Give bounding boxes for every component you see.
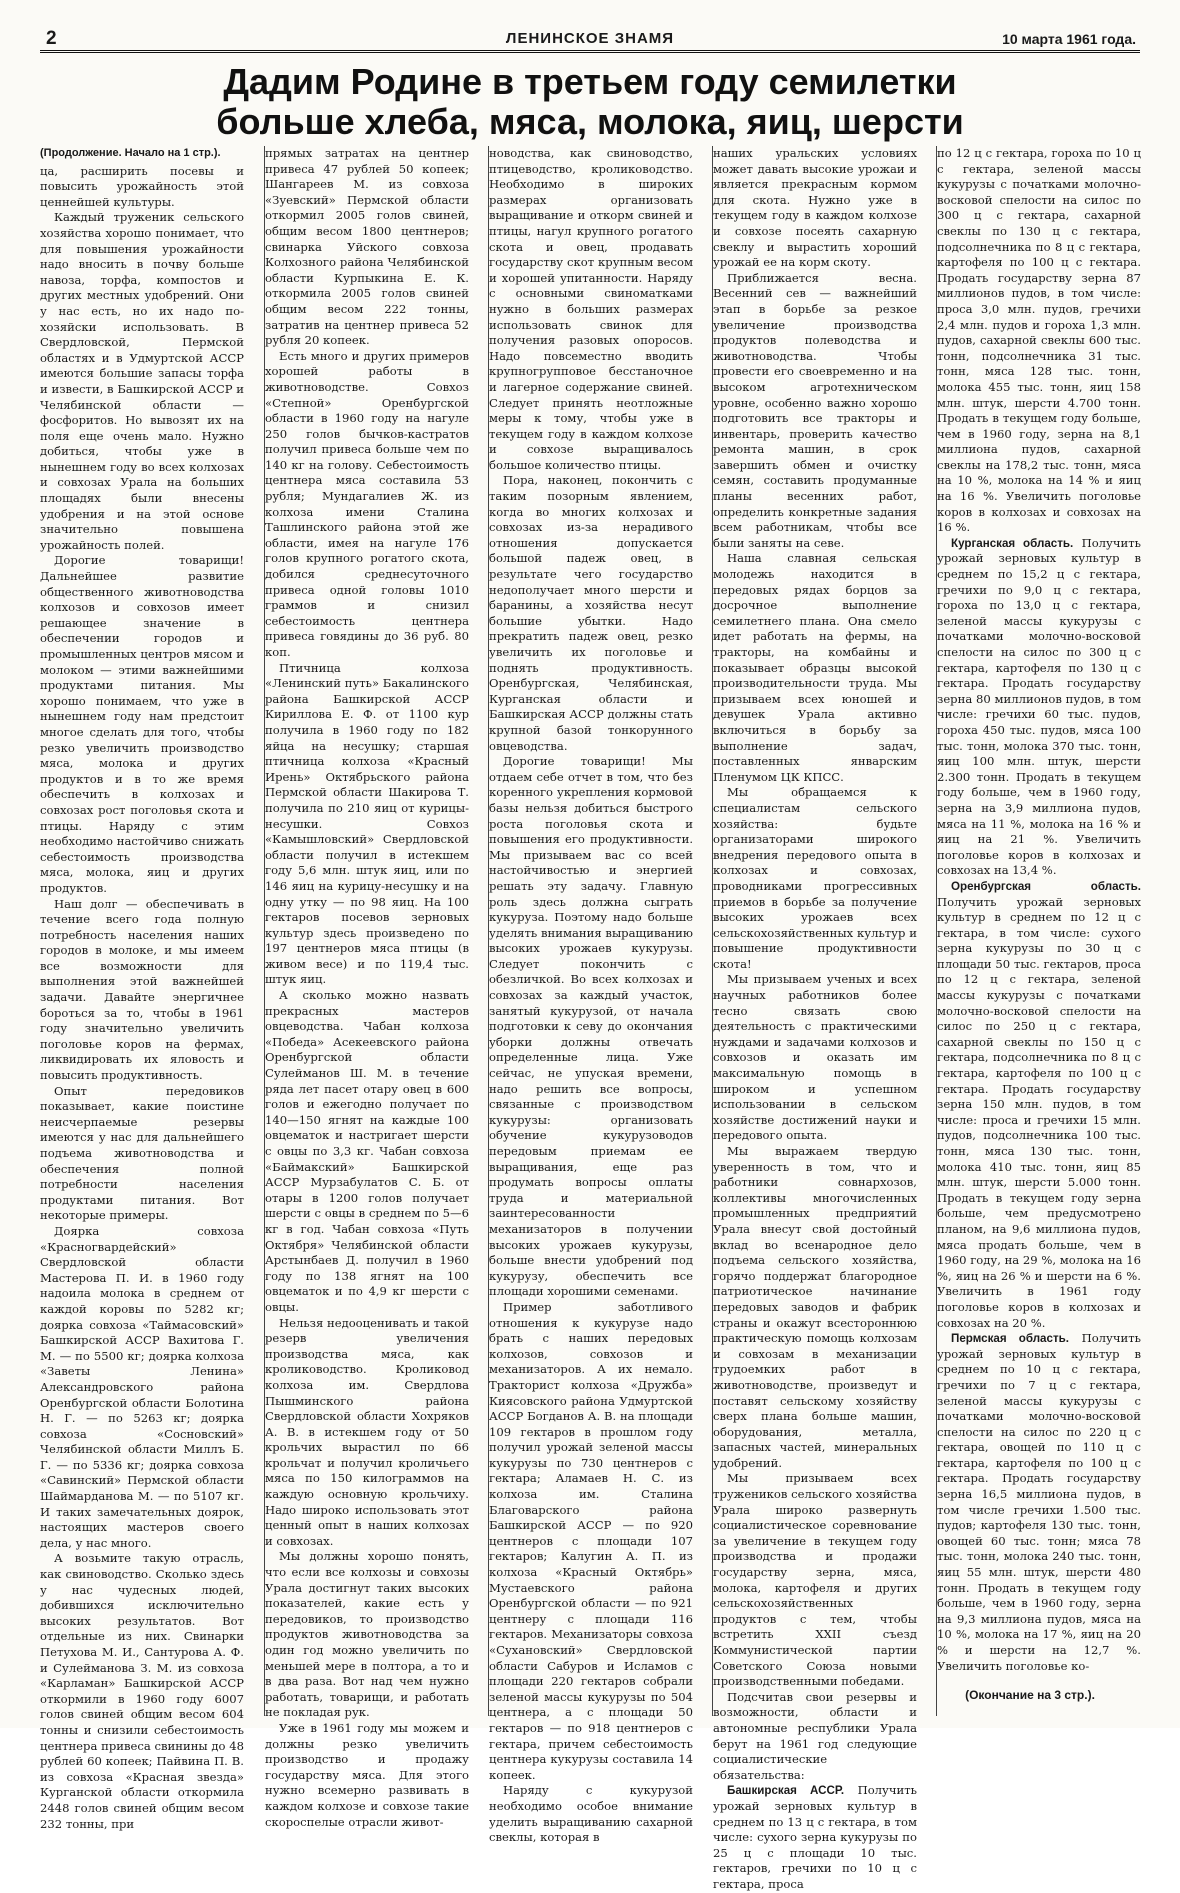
article-column-2 <box>264 146 469 1829</box>
region-text: Получить урожай зерновых культур в среднем по 15,2 ц с гектара, гречихи по 9,0 ц с гектара, гороха по 13,0 ц с гектара, зеленой массы кукурузы с початками молочно-восковой спелости на силос по 300 ц с гектара, картофеля по 130 ц с гектара. Продать государству зерна 80 миллионов пудов, в том числе: гречихи 60 тыс. пудов, гороха 450 тыс. пудов, мяса 100 тыс. тонн, молока 370 тыс. тонн, яиц 100 млн. штук, шерсти 2.300 тонн. Продать в текущем году больше, чем в 1960 году, зерна на 3,9 миллиона пудов, мяса на 11 %, молока на 16 % и яиц на 21 %. Увеличить поголовье коров в колхозах и совхозах на 13,4 %. <box>937 535 1141 878</box>
region-paragraph-kurgan <box>937 536 1141 879</box>
paragraph: Наряду с кукурузой необходимо особое внимание уделить выращиванию сахарной свеклы, которая в <box>489 1783 693 1845</box>
region-text: Получить урожай зерновых культур в среднем по 12 ц с гектара, в том числе: сухого зерна кукурузы по 30 ц с площади 50 тыс. гектаров, проса по 12 ц с гектара, зеленой массы кукурузы с початками молочно-восковой спелости на силос по 250 ц с гектара, сахарной свеклы по 150 ц с гектара, подсолнечника по 8 ц с гектара, картофеля по 100 ц с гектара. Продать государству зерна 150 млн. пудов, в том числе: проса и гречихи 15 млн. пудов, подсолнечника 100 тыс. тонн, мяса 130 тыс. тонн, молока 410 тыс. тонн, яиц 85 млн. штук, шерсти 5.000 тонн. Продать в текущем году зерна больше, чем предусмотрено планом, на 9,6 миллиона пудов, мяса продать больше, чем в 1960 году, на 29 %, молока на 16 %, яиц на 26 % и шерсти на 6 %. Увеличить в 1961 году поголовье коров в колхозах и совхозах на 20 %. <box>937 894 1141 1330</box>
region-heading: Курганская область. <box>951 536 1074 550</box>
paragraph: Дорогие товарищи! Мы отдаем себе отчет в том, что без коренного укрепления кормовой базы нельзя добиться быстрого роста поголовья скота и повышения его продуктивности. Мы призываем вас со всей настойчивостью и энергией решать эту задачу. Главную роль здесь должна сыграть кукуруза. Поэтому надо больше уделять внимания выращиванию высоких урожаев кукурузы. Следует покончить с обезличкой. Во всех колхозах и совхозах за каждый участок, занятый кукурузой, от начала подготовки к севу до окончания уборки должны отвечать определенные лица. Уже сейчас, не упуская времени, надо решить все вопросы, связанные с производством кукурузы: организовать обучение кукурузоводов передовым приемам ее выращивания, еще раз продумать вопросы оплаты труда и материальной заинтересованности механизаторов в получении высоких урожаев кукурузы, больше внести удобрений под кукурузу, обеспечить все площади хорошими семенами. <box>489 754 693 1299</box>
paragraph: Доярка совхоза «Красногвардейский» Свердловской области Мастерова П. И. в 1960 году надоила молока в среднем от каждой коровы по 5282 кг; доярка совхоза «Таймасовский» Башкирской АССР Вахитова Г. М. — по 5500 кг; доярка колхоза «Заветы Ленина» Александровского района Оренбургской области Болотина Н. Г. — по 5263 кг; доярка совхоза «Сосновский» Челябинской области Миллъ Б. Г. — по 5336 кг; доярка совхоза «Савинский» Пермской области Шаймарданова М. — по 5107 кг. И таких замечательных доярок, настоящих мастеров своего дела, у нас много. <box>40 1223 244 1550</box>
paragraph: Мы обращаемся к специалистам сельского хозяйства: будьте организаторами широкого внедрения передового опыта в колхозах и совхозах, проводниками прогрессивных приемов в борьбе за получение высоких урожаев всех сельскохозяйственных культур и повышение продуктивности скота! <box>713 785 917 971</box>
paragraph: Наш долг — обеспечивать в течение всего года полную потребность населения наших городов в молоке, и мы имеем все возможности для выполнения этой важнейшей задачи. Давайте энергичнее бороться за то, чтобы в 1961 году значительно увеличить поголовье коров на фермах, ликвидировать их яловость и повысить продуктивность. <box>40 896 244 1083</box>
article-column-4 <box>712 146 917 1891</box>
paragraph: Мы призываем ученых и всех научных работников более тесно связать свою деятельность с практическими нуждами и задачами колхозов и совхозов и оказать им максимальную помощь в широком и успешном использовании в сельском хозяйстве достижений науки и передового опыта. <box>713 972 917 1143</box>
headline-line-2: больше хлеба, мяса, молока, яиц, шерсти <box>216 101 964 142</box>
paragraph: Уже в 1961 году мы можем и должны резко увеличить производство и продажу государству мяса. Для этого нужно всемерно развивать в каждом колхозе и совхозе такие скороспелые отрасли живот- <box>265 1720 469 1829</box>
article-column-5 <box>936 146 1141 1716</box>
paragraph: Опыт передовиков показывает, какие поистине неисчерпаемые резервы имеются у нас для дальнейшего подъема животноводства и обеспечения полной потребности населения продуктами питания. Вот некоторые примеры. <box>40 1083 244 1223</box>
paragraph: Мы выражаем твердую уверенность в том, что и работники совнархозов, коллективы многочисленных промышленных предприятий Урала внесут свой достойный вклад во всенародное дело подъема сельского хозяйства, горячо поддержат благородное патриотическое начинание передовых заводов и фабрик страны и окажут всестороннюю практическую помощь колхозам и совхозам в механизации трудоемких работ в животноводстве, произведут и поставят сельскому хозяйству сверх плана больше машин, оборудования, металла, запасных частей, минеральных удобрений. <box>713 1144 917 1470</box>
region-heading: Башкирская АССР. <box>727 1784 845 1798</box>
masthead <box>40 28 1140 53</box>
paragraph: Пора, наконец, покончить с таким позорным явлением, когда во многих колхозах и совхозах из-за нерадивого отношения допускается большой падеж овец, в результате чего государство недополучает много шерсти и баранины, а хозяйства несут большие убытки. Надо прекратить падеж овец, резко увеличить их поголовье и поднять продуктивность. Оренбургская, Челябинская, Курганская области и Башкирская АССР должны стать крупной базой тонкорунного овцеводства. <box>489 473 693 753</box>
paragraph: А сколько можно назвать прекрасных мастеров овцеводства. Чабан колхоза «Победа» Асекеевского района Оренбургской области Сулейманов Ш. М. в течение ряда лет пасет отару овец в 600 голов и ежегодно получает по 140—150 ягнят на каждые 100 овцематок и настригает шерсти с овцы по 3,3 кг. Чабан совхоза «Баймакский» Башкирской АССР Мурзабулатов С. Б. от отары в 1200 голов получает шерсти с овцы в среднем по 5—6 кг в год. Чабан совхоза «Путь Октября» Челябинской области Арстынбаев Д. получил в 1960 году по 138 ягнят на 100 овцематок и по 4,9 кг шерсти с овцы. <box>265 988 469 1314</box>
page-number: 2 <box>46 28 57 49</box>
paragraph: Мы должны хорошо понять, что если все колхозы и совхозы Урала достигнут таких высоких показателей, какие есть у передовиков, то производство продуктов животноводства за один год можно увеличить по меньшей мере в полтора, а то и в два раза. Вот над чем нужно работать, товарищи, и работать не покладая рук. <box>265 1549 469 1720</box>
article-column-3 <box>488 146 693 1845</box>
paragraph: Пример заботливого отношения к кукурузе надо брать с наших передовых колхозов, совхозов и механизаторов. А их немало. Тракторист колхоза «Дружба» Киясовского района Удмуртской АССР Богданов А. В. на площади 109 гектаров в прошлом году получил урожай зеленой массы кукурузы по 730 центнеров с гектара; Аламаев Н. С. из колхоза им. Сталина Благоварского района Башкирской АССР — по 920 центнеров с площади 107 гектаров; Калугин А. П. из колхоза «Красный Октябрь» Мустаевского района Оренбургской области — по 921 центнеру с площади 116 гектаров. Механизаторы совхоза «Сухановский» Свердловской области Сабуров и Исламов с площади 220 гектаров собрали зеленой массы кукурузы по 504 центнера, а с площади 50 гектаров — по 918 центнеров с гектара, причем себестоимость центнера кукурузы составила 14 копеек. <box>489 1299 693 1782</box>
newspaper-name: ЛЕНИНСКОЕ ЗНАМЯ <box>505 30 675 47</box>
region-text: Получить урожай зерновых культур в среднем по 13 ц с гектара, в том числе: сухого зерна кукурузы по 25 ц с площади 10 тыс. гектаров, гречихи по 10 ц с гектара, проса <box>713 1783 917 1891</box>
region-text: Получить урожай зерновых культур в среднем по 10 ц с гектара, гречихи по 7 ц с гектара, зеленой массы кукурузы с початками молочно-восковой спелости на силос по 220 ц с гектара, овощей по 110 ц с гектара, картофеля по 100 ц с гектара. Продать государству зерна 16,5 миллиона пудов, в том числе гречихи 1.500 тыс. пудов; картофеля 130 тыс. тонн, овощей 60 тыс. тонн; мяса 78 тыс. тонн, молока 240 тыс. тонн, яиц 55 млн. штук, шерсти 480 тонн. Продать в текущем году больше, чем в 1960 году, зерна на 9,3 миллиона пудов, мяса на 10 %, молока на 17 %, яиц на 20 % и шерсти на 12,7 %. Увеличить поголовье ко- <box>937 1331 1141 1673</box>
paragraph: ца, расширить посевы и повысить урожайность этой ценнейшей культуры. <box>40 163 244 209</box>
paragraph: Приближается весна. Весенний сев — важнейший этап в борьбе за резкое увеличение производства продуктов полеводства и животноводства. Чтобы провести его своевременно и на высоком агротехническом уровне, особенно важно хорошо подготовить все тракторы и инвентарь, проверить качество ремонта машин, в срок завершить обмен и очистку семян, составить продуманные планы весенних работ, определить конкретные задания всем работникам, чтобы все были заняты на севе. <box>713 270 917 550</box>
region-heading: Оренбургская область. <box>951 879 1141 893</box>
region-heading: Пермская область. <box>951 1332 1069 1346</box>
paragraph: Подсчитав свои резервы и возможности, области и автономные республики Урала берут на 1961 год следующие социалистические обязательства: <box>713 1689 917 1782</box>
headline <box>180 62 1000 142</box>
region-paragraph-bashkir <box>713 1783 917 1892</box>
continued-note: (Продолжение. Начало на 1 стр.). <box>40 147 221 159</box>
paragraph: Дорогие товарищи! Дальнейшее развитие общественного животноводства колхозов и совхозов имеет решающее значение в обеспечении городов и промышленных центров мясом и молоком — этими важнейшими продуктами питания. Мы хорошо понимаем, что уже в нынешнем году нам предстоит многое сделать для того, чтобы резко увеличить производство мяса, молока и других продуктов и в то же время обеспечить в колхозах и совхозах рост поголовья скота и птицы. Наряду с этим необходимо настойчиво снижать себестоимость производства мяса, молока, яиц и других продуктов. <box>40 553 244 895</box>
paragraph: наших уральских условиях может давать высокие урожаи и является прекрасным кормом для скота. Нужно уже в текущем году в каждом колхозе и совхозе посеять сахарную свеклу и вырастить хороший урожай ее на корм скоту. <box>713 146 917 270</box>
headline-line-1: Дадим Родине в третьем году семилетки <box>223 61 957 102</box>
paragraph: Нельзя недооценивать и такой резерв увеличения производства мяса, как кролиководство. Кроликовод колхоза им. Свердлова Пышминского района Свердловской области Хохряков А. В. в истекшем году от 50 крольчих вырастил по 66 крольчат и получил кроличьего мяса по 150 килограммов на каждую основную крольчиху. Надо широко использовать этот ценный опыт в наших колхозах и совхозах. <box>265 1315 469 1548</box>
paragraph: Каждый труженик сельского хозяйства хорошо понимает, что для повышения урожайности надо вносить в почву больше навоза, торфа, компостов и других местных удобрений. Они у нас есть, но их надо по-хозяйски использовать. В Свердловской, Пермской областях и в Удмуртской АССР имеются большие запасы торфа и извести, в Башкирской АССР и Челябинской области — фосфоритов. Но вывозят их на поля еще очень мало. Нужно добиться, чтобы уже в нынешнем году во всех колхозах и совхозах Урала на больших площадях были внесены удобрения и на этой основе значительно повышена урожайность полей. <box>40 210 244 552</box>
region-paragraph-perm <box>937 1331 1141 1674</box>
paragraph: Есть много и других примеров хорошей работы в животноводстве. Совхоз «Степной» Оренбургской области в 1960 году на нагуле 250 голов бычков-кастратов получил привеса больше чем по 140 кг на голову. Себестоимость центнера мяса составила 53 рубля; Мундагалиев Ж. из колхоза имени Сталина Ташлинского района этой же области, имея на нагуле 176 голов крупного рогатого скота, добился среднесуточного привеса одной головы 1010 граммов и снизил себестоимость центнера привеса говядины до 36 руб. 80 коп. <box>265 348 469 659</box>
article-columns <box>40 146 1142 1891</box>
region-paragraph-orenburg <box>937 879 1141 1331</box>
paragraph: Наша славная сельская молодежь находится в передовых рядах борцов за досрочное выполнение семилетнего плана. Она смело идет работать на фермы, на тракторы, на комбайны и показывает образцы высокой производительности труда. Мы призываем всех юношей и девушек Урала активно включиться в борьбу за выполнение задач, поставленных январским Пленумом ЦК КПСС. <box>713 551 917 784</box>
continued-on-note: (Окончание на 3 стр.). <box>965 1688 1095 1702</box>
issue-date: 10 марта 1961 года. <box>1002 31 1136 47</box>
paragraph: Мы призываем всех тружеников сельского хозяйства Урала широко развернуть социалистическое соревнование за увеличение в текущем году производства и продажи государству зерна, мяса, молока, картофеля и других сельскохозяйственных продуктов с тем, чтобы встретить XXII съезд Коммунистической партии Советского Союза новыми производственными победами. <box>713 1471 917 1689</box>
paragraph: Птичница колхоза «Ленинский путь» Бакалинского района Башкирской АССР Кириллова Е. Ф. от 1100 кур получила в 1960 году по 182 яйца на несушку; старшая птичница колхоза «Красный Ирень» Октябрьского района Пермской области Шакирова Т. получила по 210 яиц от курицы-несушки. Совхоз «Камышловский» Свердловской области получил в истекшем году 5,6 млн. штук яиц, или по 146 яиц на курицу-несушку и на одну утку — по 98 яиц. На 100 гектаров посевов зерновых культур здесь произведено по 197 центнеров мяса птицы (в живом весе) и по 119,4 тыс. штук яиц. <box>265 660 469 987</box>
article-column-1 <box>40 146 244 1831</box>
paragraph: А возьмите такую отрасль, как свиноводство. Сколько здесь у нас чудесных людей, добившихся исключительно высоких результатов. Вот отдельные из них. Свинарки Петухова М. И., Сантурова А. Ф. и Сулейманова З. М. из совхоза «Карламан» Башкирской АССР откормили в 1960 году 6007 голов свиней общим весом 604 тонны и снизили себестоимость центнера привеса свинины до 48 рублей 60 копеек; Пайвина П. В. из совхоза «Красная звезда» Курганской области откормила 2448 голов свиней общим весом 232 тонны, при <box>40 1551 244 1831</box>
paragraph: по 12 ц с гектара, гороха по 10 ц с гектара, зеленой массы кукурузы с початками молочно-восковой спелости на силос по 300 ц с гектара, сахарной свеклы по 130 ц с гектара, подсолнечника по 8 ц с гектара, картофеля по 100 ц с гектара. Продать государству зерна 87 миллионов пудов, в том числе: проса 3,0 млн. пудов, гречихи 2,4 млн. пудов и гороха 1,3 млн. пудов, сахарной свеклы 600 тыс. тонн, подсолнечника 31 тыс. тонн, мяса 128 тыс. тонн, молока 455 тыс. тонн, яиц 158 млн. штук, шерсти 4.700 тонн. Продать в текущем году больше, чем в 1960 году, зерна на 8,1 миллиона пудов, сахарной свеклы на 178,2 тыс. тонн, мяса на 10 %, молока на 14 % и яиц на 16 %. Увеличить поголовье коров в колхозах и совхозах на 16 %. <box>937 146 1141 535</box>
paragraph: прямых затратах на центнер привеса 47 рублей 50 копеек; Шангареев М. из совхоза «Зуевский» Пермской области откормил 2005 голов свиней, общим весом 1800 центнеров; свинарка Уйского совхоза Колхозного района Челябинской области Курпыкина Е. К. откормила 2005 голов свиней общим весом 222 тонны, затратив на центнер привеса 52 рубля 20 копеек. <box>265 146 469 348</box>
paragraph: новодства, как свиноводство, птицеводство, кролиководство. Необходимо в широких размерах организовать выращивание и откорм свиней и птицы, нагул крупного рогатого скота и овец, продавать государству скот крупным весом и хорошей упитанности. Наряду с основными свиноматками нужно в больших размерах использовать свинок для получения разовых опоросов. Надо повсеместно вводить крупногрупповое бесстаночное и лагерное содержание свиней. Следует принять неотложные меры к тому, чтобы уже в текущем году в каждом колхозе и совхозе выращивалось большое количество птицы. <box>489 146 693 472</box>
